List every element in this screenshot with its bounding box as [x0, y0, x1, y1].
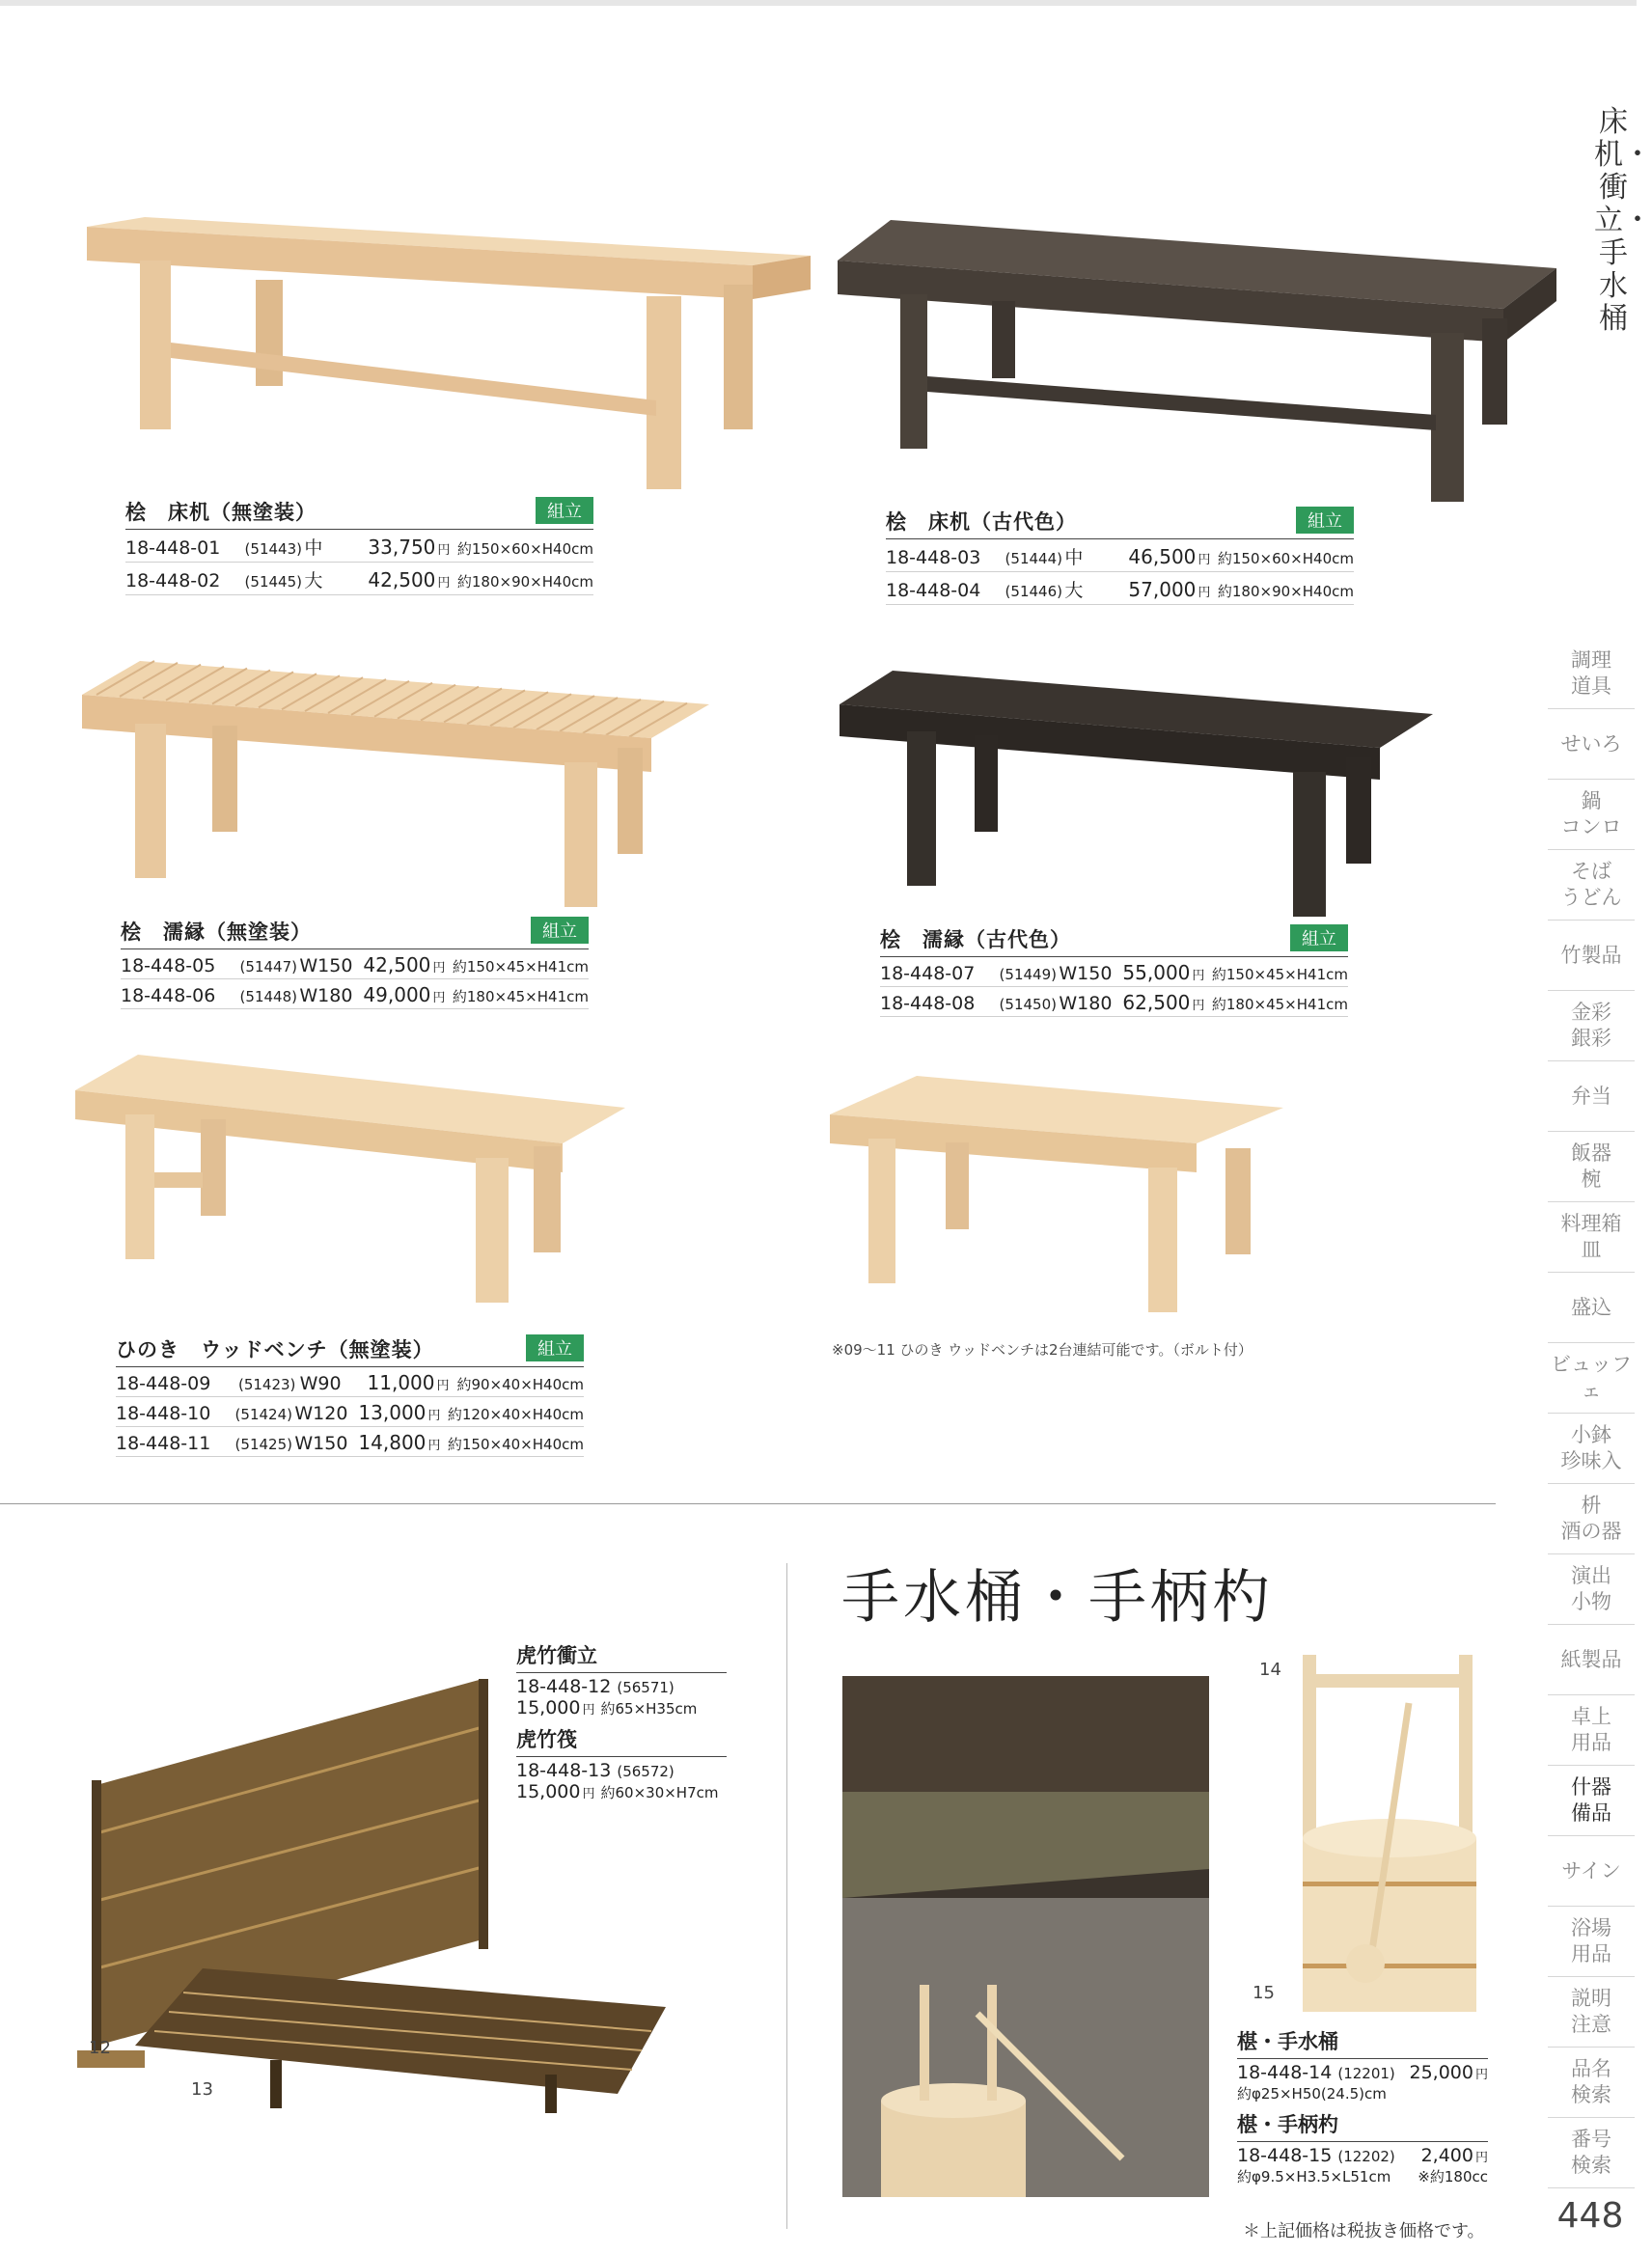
- item-code: 18-448-03: [886, 547, 981, 568]
- yen-mark: 円: [437, 576, 451, 591]
- index-tab[interactable]: 盛込: [1548, 1273, 1635, 1343]
- product-variant-row: [116, 1397, 584, 1427]
- item-price: 13,000: [358, 1401, 427, 1424]
- item-code: 18-448-05: [121, 955, 216, 976]
- yen-mark: 円: [1474, 2151, 1488, 2165]
- category-index: [1548, 639, 1635, 2188]
- item-dimensions: 約150×60×H40cm: [456, 540, 593, 558]
- product-image-dark-bench: [838, 212, 1571, 502]
- product-block-wood-bench: [116, 1334, 584, 1457]
- yen-mark: 円: [432, 961, 446, 976]
- yen-mark: 円: [432, 991, 446, 1005]
- item-dimensions: 約120×40×H40cm: [447, 1406, 584, 1423]
- index-tab[interactable]: 料理箱 皿: [1548, 1202, 1635, 1273]
- product-image-wood-bench-pair: [830, 1071, 1293, 1322]
- item-ref: (51447): [239, 958, 297, 976]
- item-ref: (51445): [244, 573, 302, 591]
- item-ref: (51450): [999, 996, 1057, 1013]
- product-title-row: [886, 507, 1354, 539]
- item-code: 18-448-06: [121, 985, 216, 1006]
- page-number: 448: [1556, 2196, 1624, 2236]
- item-code: 18-448-02: [125, 570, 221, 591]
- bucket-name: 椹・手水桶: [1237, 2026, 1488, 2059]
- column-divider: [786, 1563, 787, 2229]
- yen-mark: 円: [1192, 999, 1205, 1013]
- product-name: ひのき ウッドベンチ（無塗装）: [116, 1338, 434, 1361]
- item-price: 33,750: [368, 536, 436, 559]
- item-size: W150: [299, 955, 353, 976]
- yen-mark: 円: [582, 1703, 595, 1718]
- item-ref: (51444): [1005, 550, 1062, 567]
- product-variant-row: [121, 949, 589, 979]
- yen-mark: 円: [1198, 586, 1211, 600]
- assembly-badge: 組立: [1290, 924, 1348, 951]
- chapter-title: 床机・衝立・手水桶: [1594, 105, 1652, 336]
- item-price: 42,500: [368, 568, 436, 591]
- bamboo-screen-name: 虎竹衝立: [516, 1640, 727, 1673]
- bamboo-raft-code: 18-448-13: [516, 1760, 612, 1781]
- bamboo-raft-ref: (56572): [617, 1763, 675, 1780]
- bamboo-raft-name: 虎竹筏: [516, 1724, 727, 1757]
- bucket-code-line: [1237, 2059, 1488, 2083]
- item-ref: (51448): [239, 988, 297, 1005]
- product-title-row: [880, 924, 1348, 957]
- index-tab[interactable]: 鍋 コンロ: [1548, 780, 1635, 850]
- index-tab[interactable]: 品名 検索: [1548, 2048, 1635, 2118]
- index-tab[interactable]: 番号 検索: [1548, 2118, 1635, 2188]
- bamboo-screen-code-line: [516, 1673, 727, 1697]
- product-image-natural-veranda: [82, 656, 719, 907]
- item-code: 18-448-04: [886, 580, 981, 601]
- item-number-12: 12: [89, 2038, 111, 2058]
- bamboo-screen-ref: (56571): [617, 1679, 675, 1696]
- ladle-code-line: [1237, 2142, 1488, 2166]
- bucket-dim: 約φ25×H50(24.5)cm: [1237, 2085, 1387, 2103]
- assembly-badge: 組立: [536, 497, 593, 524]
- index-tab[interactable]: 調理 道具: [1548, 639, 1635, 709]
- index-tab[interactable]: 枡 酒の器: [1548, 1484, 1635, 1554]
- yen-mark: 円: [1474, 2068, 1488, 2082]
- yen-mark: 円: [436, 1379, 450, 1393]
- bamboo-raft-price-line: [516, 1781, 727, 1802]
- item-size: 大: [1064, 580, 1084, 601]
- index-tab[interactable]: 卓上 用品: [1548, 1695, 1635, 1766]
- yen-mark: 円: [427, 1439, 441, 1453]
- product-photo-bucket-scene: [842, 1676, 1209, 2197]
- product-block-natural-bench: [125, 497, 593, 595]
- yen-mark: 円: [582, 1787, 595, 1801]
- product-name: 桧 濡縁（無塗装）: [121, 921, 312, 944]
- item-dimensions: 約180×90×H40cm: [456, 573, 593, 591]
- item-price: 62,500: [1122, 991, 1191, 1014]
- product-image-bucket: [1283, 1645, 1496, 2012]
- item-price: 57,000: [1128, 578, 1197, 601]
- index-tab[interactable]: 浴場 用品: [1548, 1907, 1635, 1977]
- product-image-natural-bench: [77, 188, 830, 507]
- bucket-code: 18-448-14: [1237, 2062, 1333, 2083]
- index-tab[interactable]: 飯器 椀: [1548, 1132, 1635, 1202]
- item-size: W180: [299, 985, 353, 1006]
- item-code: 18-448-01: [125, 537, 221, 559]
- product-block-dark-veranda: [880, 924, 1348, 1017]
- item-dimensions: 約180×45×H41cm: [1211, 996, 1348, 1013]
- item-price: 55,000: [1122, 961, 1191, 984]
- product-title-row: [116, 1334, 584, 1367]
- product-name: 桧 床机（無塗装）: [125, 501, 317, 524]
- item-code: 18-448-07: [880, 963, 976, 984]
- product-variant-row: [116, 1427, 584, 1457]
- assembly-badge: 組立: [531, 917, 589, 944]
- bench-connect-note: ※09～11 ひのき ウッドベンチは2台連結可能です。（ボルト付）: [832, 1341, 1253, 1359]
- item-ref: (51443): [244, 540, 302, 558]
- item-dimensions: 約180×45×H41cm: [452, 988, 589, 1005]
- item-price: 49,000: [363, 983, 431, 1006]
- item-code: 18-448-10: [116, 1403, 211, 1424]
- index-tab[interactable]: 弁当: [1548, 1061, 1635, 1132]
- index-tab[interactable]: サイン: [1548, 1836, 1635, 1907]
- assembly-badge: 組立: [526, 1334, 584, 1361]
- item-size: W180: [1059, 993, 1113, 1014]
- index-tab[interactable]: 紙製品: [1548, 1625, 1635, 1695]
- item-size: W120: [294, 1403, 348, 1424]
- item-price: 42,500: [363, 953, 431, 976]
- product-image-wood-bench: [75, 1052, 635, 1312]
- item-number-13: 13: [191, 2079, 213, 2100]
- index-tab[interactable]: 説明 注意: [1548, 1977, 1635, 2048]
- bamboo-screen-dim: 約65×H35cm: [600, 1700, 698, 1718]
- index-tab[interactable]: 金彩 銀彩: [1548, 991, 1635, 1061]
- ladle-dim: 約φ9.5×H3.5×L51cm: [1237, 2168, 1391, 2185]
- item-dimensions: 約150×45×H41cm: [1211, 966, 1348, 983]
- item-ref: (51423): [237, 1376, 296, 1393]
- ladle-ref: (12202): [1337, 2148, 1395, 2165]
- index-tab[interactable]: せいろ: [1548, 709, 1635, 780]
- product-title-row: [125, 497, 593, 530]
- ladle-dim-line: [1237, 2166, 1488, 2186]
- index-tab[interactable]: 竹製品: [1548, 921, 1635, 991]
- item-ref: (51425): [234, 1436, 292, 1453]
- index-tab[interactable]: ビュッフェ: [1548, 1343, 1635, 1414]
- item-dimensions: 約180×90×H40cm: [1217, 583, 1354, 600]
- bucket-info: [1237, 2026, 1488, 2186]
- product-variant-row: [886, 572, 1354, 605]
- product-block-natural-veranda: [121, 917, 589, 1009]
- item-price: 46,500: [1128, 545, 1197, 568]
- product-variant-row: [880, 987, 1348, 1017]
- product-name: 桧 濡縁（古代色）: [880, 928, 1071, 951]
- item-size: W90: [299, 1373, 342, 1394]
- ladle-code: 18-448-15: [1237, 2145, 1333, 2166]
- ladle-capacity: ※約180cc: [1418, 2168, 1488, 2185]
- item-dimensions: 約150×40×H40cm: [447, 1436, 584, 1453]
- section-title: 手水桶・手柄杓: [841, 1564, 1274, 1632]
- bucket-ref: (12201): [1337, 2065, 1395, 2082]
- top-rule: [0, 0, 1637, 6]
- yen-mark: 円: [427, 1409, 441, 1423]
- item-size: 中: [1064, 547, 1084, 568]
- item-size: W150: [294, 1433, 348, 1454]
- tax-footnote: ＊上記価格は税抜き価格です。: [1243, 2221, 1485, 2241]
- index-tab[interactable]: 小鉢 珍味入: [1548, 1414, 1635, 1484]
- ladle-price: 2,400: [1420, 2145, 1473, 2166]
- yen-mark: 円: [437, 543, 451, 558]
- item-size: W150: [1059, 963, 1113, 984]
- bamboo-raft-price: 15,000: [516, 1781, 581, 1802]
- bamboo-raft-code-line: [516, 1757, 727, 1781]
- item-number-15: 15: [1253, 1983, 1275, 2003]
- assembly-badge: 組立: [1296, 507, 1354, 534]
- product-block-dark-bench: [886, 507, 1354, 605]
- item-dimensions: 約90×40×H40cm: [456, 1376, 584, 1393]
- section-divider: [0, 1503, 1496, 1504]
- bamboo-screen-price-line: [516, 1697, 727, 1718]
- item-price: 14,800: [358, 1431, 427, 1454]
- product-variant-row: [886, 539, 1354, 572]
- product-title-row: [121, 917, 589, 949]
- yen-mark: 円: [1198, 553, 1211, 567]
- item-size: 大: [304, 570, 323, 591]
- product-variant-row: [121, 979, 589, 1009]
- item-number-14: 14: [1259, 1660, 1281, 1680]
- product-variant-row: [116, 1367, 584, 1397]
- item-ref: (51424): [234, 1406, 292, 1423]
- index-tab[interactable]: そば うどん: [1548, 850, 1635, 921]
- bamboo-screen-code: 18-448-12: [516, 1676, 612, 1697]
- product-variant-row: [125, 563, 593, 595]
- ladle-name: 椹・手柄杓: [1237, 2109, 1488, 2142]
- index-tab[interactable]: 什器 備品: [1548, 1766, 1635, 1836]
- bucket-price: 25,000: [1409, 2062, 1473, 2083]
- item-dimensions: 約150×45×H41cm: [452, 958, 589, 976]
- item-code: 18-448-11: [116, 1433, 211, 1454]
- item-ref: (51446): [1005, 583, 1062, 600]
- item-code: 18-448-09: [116, 1373, 211, 1394]
- yen-mark: 円: [1192, 969, 1205, 983]
- index-tab[interactable]: 演出 小物: [1548, 1554, 1635, 1625]
- item-dimensions: 約150×60×H40cm: [1217, 550, 1354, 567]
- item-size: 中: [304, 537, 323, 559]
- bamboo-screen-price: 15,000: [516, 1697, 581, 1718]
- item-ref: (51449): [999, 966, 1057, 983]
- product-name: 桧 床机（古代色）: [886, 510, 1077, 534]
- item-code: 18-448-08: [880, 993, 976, 1014]
- item-price: 11,000: [367, 1371, 435, 1394]
- product-variant-row: [880, 957, 1348, 987]
- product-variant-row: [125, 530, 593, 563]
- product-image-dark-veranda: [840, 666, 1438, 917]
- bamboo-raft-dim: 約60×30×H7cm: [600, 1784, 719, 1801]
- bamboo-info: [516, 1640, 727, 1802]
